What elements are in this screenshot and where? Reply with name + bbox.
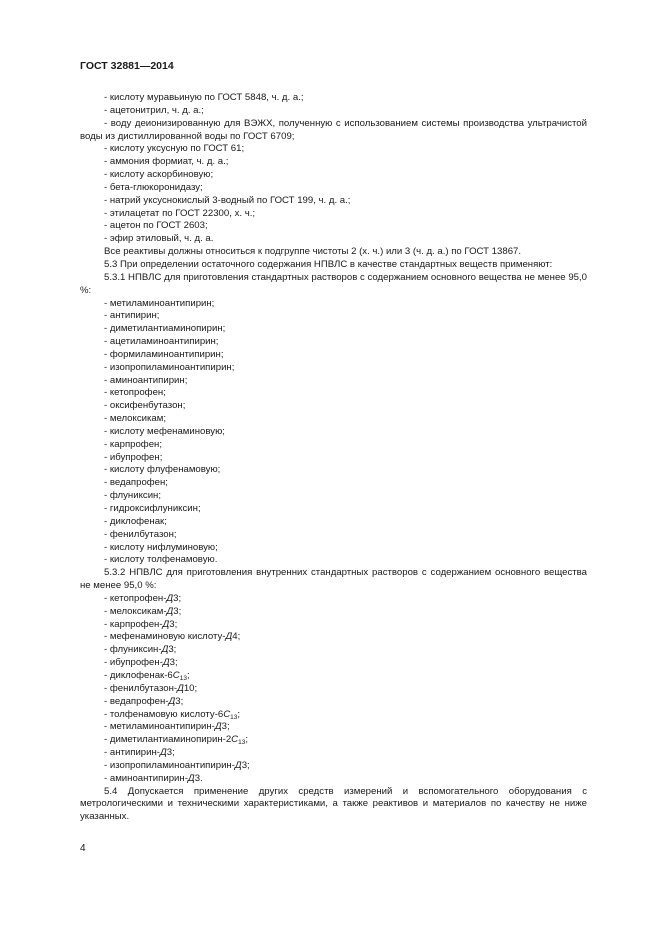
list-item: - бета-глюкоронидазу; (104, 181, 203, 193)
list-item: - оксифенбутазон; (104, 400, 186, 412)
list-item (80, 593, 587, 606)
list-item: - ибупрофен; (104, 451, 163, 463)
list-item: - натрий уксуснокислый 3-водный по ГОСТ 199, ч. д. а.; (104, 194, 351, 206)
item-name: - антипирин- (104, 747, 160, 759)
list-item (80, 606, 587, 619)
section-5-3: 5.3 При определении остаточного содержания НПВЛС в качестве стандартных веществ применяют: (104, 258, 553, 270)
item-suffix: 3; (169, 657, 178, 669)
list-item: - фенилбутазон; (104, 528, 177, 540)
list-item: - эфир этиловый, ч. д. а. (104, 233, 214, 245)
page-content (80, 92, 587, 824)
list-item (80, 696, 587, 709)
page-number: 4 (80, 843, 86, 854)
list-item (80, 631, 587, 644)
list-item: - кислоту муравьиную по ГОСТ 5848, ч. д. а.; (104, 92, 304, 103)
list-item (80, 721, 587, 734)
list-item (80, 709, 587, 722)
item-name: - карпрофен- (104, 618, 163, 630)
list-item: - этилацетат по ГОСТ 22300, х. ч.; (104, 207, 256, 219)
isotope-label: Д (225, 631, 233, 643)
isotope-subscript: 13 (230, 713, 238, 721)
isotope-label: С (231, 734, 239, 746)
isotope-subscript: 13 (238, 739, 246, 747)
document-header: ГОСТ 32881—2014 (80, 60, 174, 72)
item-name: - толфенамовую кислоту-6 (104, 708, 224, 720)
isotope-label: Д (160, 747, 167, 759)
item-name: - ибупрофен- (104, 657, 163, 669)
list-item (80, 619, 587, 632)
item-suffix: 3; (173, 592, 182, 604)
isotope-label: С (223, 708, 231, 720)
list-item: - изопропиламиноантипирин; (104, 361, 235, 373)
isotope-label: Д (166, 592, 174, 604)
item-name: - кетопрофен- (104, 592, 167, 604)
item-suffix: ; (186, 669, 190, 681)
isotope-label: Д (162, 657, 170, 669)
list-item: - флуниксин; (104, 490, 162, 502)
list-item (80, 657, 587, 670)
list-item: - кислоту мефенаминовую; (104, 425, 225, 437)
isotope-label: Д (161, 644, 169, 656)
item-suffix: 3; (169, 618, 178, 630)
list-item (80, 683, 587, 696)
list-item (80, 670, 587, 683)
list-item: - антипирин; (104, 310, 160, 322)
reagent-list-continued (80, 143, 587, 246)
list-item: - гидроксифлуниксин; (104, 503, 201, 514)
item-suffix: 3; (166, 747, 175, 759)
list-item: - диметилантиаминопирин; (104, 323, 226, 335)
list-item: - ацетон по ГОСТ 2603; (104, 220, 208, 232)
isotope-label: Д (168, 695, 176, 707)
item-name: - аминоантипирин- (104, 772, 188, 784)
list-item: - аминоантипирин; (104, 374, 188, 386)
list-item: - кислоту нифлуминовую; (104, 541, 218, 553)
item-name: - изопропиламиноантипирин- (104, 759, 235, 771)
list-item: - карпрофен; (104, 438, 162, 450)
list-item (80, 773, 587, 786)
list-item: - кетопрофен; (104, 387, 166, 399)
item-name: - диклофенак-6 (104, 669, 173, 681)
item-suffix: 3; (175, 695, 184, 707)
item-suffix: 3; (241, 759, 250, 771)
list-item (80, 734, 587, 747)
isotope-label: Д (162, 618, 170, 630)
item-suffix: 3. (194, 772, 203, 784)
item-name: - диметилантиаминопирин-2 (104, 734, 232, 746)
isotope-label: Д (166, 605, 174, 617)
item-name: - мефенаминовую кислоту- (104, 631, 226, 643)
item-name: - мелоксикам- (104, 605, 167, 617)
list-item: - кислоту флуфенамовую; (104, 464, 221, 476)
list-item: - кислоту уксусную по ГОСТ 61; (104, 143, 245, 155)
item-suffix: 3; (168, 644, 177, 656)
section-5-3-2: 5.3.2 НПВЛС для приготовления внутренних стандартных растворов с содержанием основного вещества не менее 95,0 %: (80, 567, 587, 592)
list-item: - воду деионизированную для ВЭЖХ, полученную с использованием системы производства ультрачистой воды из дистиллированной воды по ГОСТ 6709; (80, 117, 587, 142)
purity-note: Все реактивы должны относиться к подгруппе чистоты 2 (х. ч.) или 3 (ч. д. а.) по ГОСТ 13867. (104, 246, 522, 258)
item-suffix: ; (245, 734, 249, 746)
standard-list (80, 298, 587, 568)
item-name: - ведапрофен- (104, 695, 169, 707)
isotope-subscript: 13 (179, 674, 187, 682)
isotope-label: Д (214, 721, 222, 733)
list-item: - ацетиламиноантипирин; (104, 336, 219, 348)
list-item: - формиламиноантипирин; (104, 348, 224, 360)
isotope-label: С (172, 669, 180, 681)
list-item (80, 747, 587, 760)
isotope-label: Д (177, 682, 184, 694)
item-suffix: 3; (173, 605, 182, 617)
item-name: - метиламиноантипирин- (104, 721, 215, 733)
list-item: - метиламиноантипирин; (104, 297, 215, 309)
list-item: - диклофенак; (104, 515, 167, 527)
isotope-label: Д (187, 772, 195, 784)
section-5-4: 5.4 Допускается применение других средств измерений и вспомогательного оборудования с метрологическими и техническими характеристиками, а также реактивов и материалов по качеству не ниже указанных. (80, 785, 587, 823)
list-item: - ведапрофен; (104, 477, 168, 489)
item-suffix: 10; (183, 682, 198, 694)
reagent-list (80, 92, 587, 118)
list-item: - аммония формиат, ч. д. а.; (104, 156, 229, 168)
item-suffix: ; (237, 708, 241, 720)
list-item: - кислоту аскорбиновую; (104, 169, 214, 181)
list-item (80, 644, 587, 657)
list-item: - ацетонитрил, ч. д. а.; (104, 104, 204, 116)
list-item: - кислоту толфенамовую. (104, 554, 218, 566)
item-name: - флуниксин- (104, 644, 162, 656)
list-item: - мелоксикам; (104, 413, 166, 425)
internal-standard-list (80, 593, 587, 786)
isotope-label: Д (234, 759, 242, 771)
item-suffix: 4; (232, 631, 241, 643)
section-5-3-1: 5.3.1 НПВЛС для приготовления стандартных растворов с содержанием основного вещества не менее 95,0 %: (80, 271, 587, 296)
item-name: - фенилбутазон- (104, 682, 178, 694)
list-item (80, 760, 587, 773)
item-suffix: 3; (221, 721, 230, 733)
